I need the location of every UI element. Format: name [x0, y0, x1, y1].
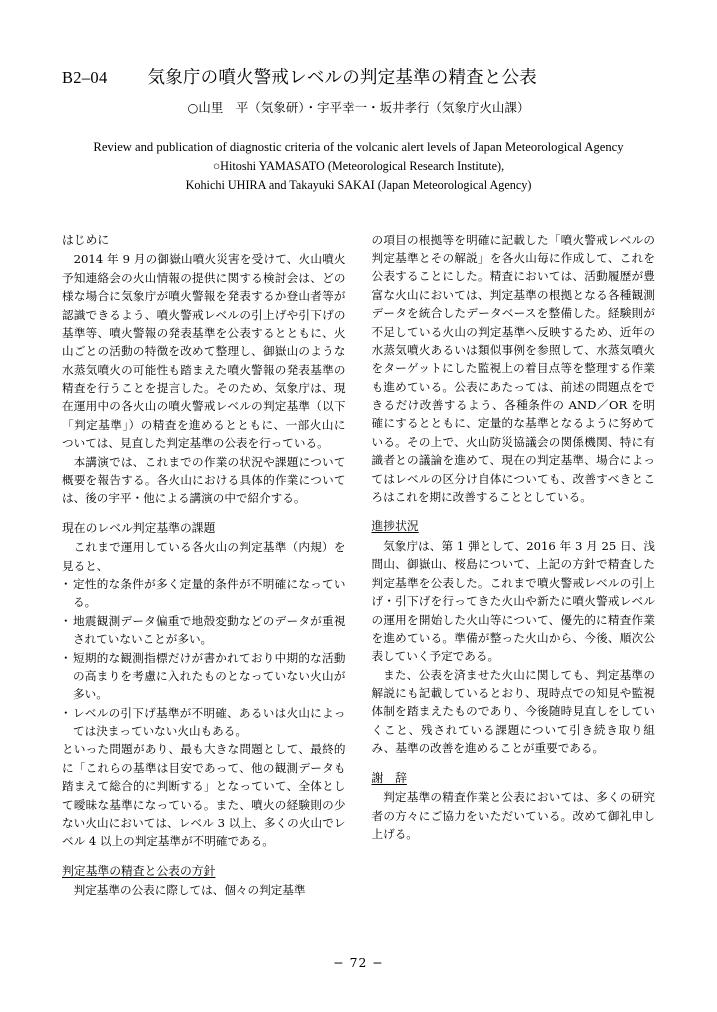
authors-japanese: ○山里 平（気象研）・宇平幸一・坂井孝行（気象庁火山課）	[187, 100, 530, 115]
paragraph-issues-lead: これまで運用している各火山の判定基準（内規）を見ると、	[62, 540, 346, 573]
section-heading-introduction: はじめに	[62, 232, 110, 247]
paragraph-policy-1: 判定基準の公表に際しては、個々の判定基準	[73, 883, 306, 898]
issues-bullet-list	[62, 575, 346, 740]
right-column	[372, 231, 656, 900]
paragraph-issues-summary: といった問題があり、最も大きな問題として、最終的に「これらの基準は目安であって、他の観測データも踏まえて総合的に判断する」となっていて、全体として曖昧な基準になっている。また、噴火の経験則の少ない火山においては、レベル 3 以上、多くの火山でレベル 4 以上の判定基準が不明確である。	[62, 742, 346, 849]
body-columns	[62, 231, 655, 900]
section-heading-policy: 判定基準の精査と公表の方針	[62, 863, 216, 878]
paper-header	[62, 0, 655, 195]
section-spacer	[372, 758, 656, 769]
section-heading-acknowledgements: 謝 辞	[371, 770, 407, 785]
paragraph-acknowledgements: 判定基準の精査作業と公表においては、多くの研究者の方々にご協力をいただいている。改めて御礼申し上げる。	[371, 790, 655, 841]
section-heading-progress: 進捗状況	[371, 519, 419, 534]
list-item: ・ 短期的な観測指標だけが書かれており中期的な活動の高まりを考慮に入れたものとなっていない火山が多い。	[62, 649, 346, 704]
paragraph-progress-2: また、公表を済ませた火山に関しても、判定基準の解説にも記載しているとおり、現時点での知見や監視体制を踏まえたものであり、今後随時見直しをしていくこと、残されている課題について引き続き取り組み、基準の改善を進めることが重要である。	[371, 667, 655, 756]
page-number: − 72 −	[333, 955, 384, 970]
authors-english-line2: Kohichi UHIRA and Takayuki SAKAI (Japan Meteorological Agency)	[185, 177, 532, 192]
section-spacer	[62, 851, 346, 862]
paragraph-progress-1: 気象庁は、第 1 弾として、2016 年 3 月 25 日、浅間山、御嶽山、桜島について、上記の方針で精査した判定基準を公表した。これまで噴火警戒レベルの引上げ・引下げを行ってきた火山や新たに噴火警戒レベルの運用を開始した火山等について、優先的に精査作業を進めている。準備が整った火山から、今後、順次公表していく予定である。	[371, 539, 655, 664]
page-title: 気象庁の噴火警戒レベルの判定基準の精査と公表	[147, 68, 537, 88]
section-heading-current-issues: 現在のレベル判定基準の課題	[62, 520, 216, 535]
paragraph-intro-1: 2014 年 9 月の御嶽山噴火災害を受けて、火山噴火予知連絡会の火山情報の提供に関する検討会は、どの様な場合に気象庁が噴火警報を発表するか登山者等が認識できるよう、噴火警戒レベルの引上げや引下げの基準等、噴火警報の発表基準を公表するとともに、火山ごとの活動の特徴を改めて整理し、御嶽山のような水蒸気噴火の可能性も踏まえた噴火警報の発表基準の精査を行うことを提言した。そのため、気象庁は、現在運用中の各火山の噴火警戒レベルの判定基準（以下「判定基準」）の精査を進めるとともに、一部火山については、見直した判定基準の公表を行っている。	[62, 252, 346, 451]
section-spacer	[372, 506, 656, 517]
title-row	[62, 64, 655, 89]
paragraph-policy-continued: の項目の根拠等を明確に記載した「噴火警戒レベルの判定基準とその解説」を各火山毎に作成して、これを公表することにした。精査においては、活動履歴が豊富な火山においては、判定基準の根拠となる各種観測データを統合したデータベースを整備した。経験則が不足している火山の判定基準へ反映するため、近年の水蒸気噴火あるいは類似事例を参照して、水蒸気噴火をターゲットにした監視上の着目点等を整理する作業も進めている。公表にあたっては、前述の問題点をできるだけ改善するよう、各種条件の AND／OR を明確にするとともに、定量的な基準となるように努めている。その上で、火山防災協議会の関係機関、特に有識者との議論を進めて、現在の判定基準、場合によってはレベルの区分け自体についても、改善すべきところはこれを期に改善することとしている。	[371, 232, 655, 504]
paragraph-intro-2: 本講演では、これまでの作業の状況や課題について概要を報告する。各火山における具体的作業については、後の宇平・他による講演の中で紹介する。	[62, 454, 346, 506]
list-item: ・ レベルの引下げ基準が不明確、あるいは火山によっては決まっていない火山もある。	[62, 704, 346, 741]
list-item: ・ 定性的な条件が多く定量的条件が不明確になっている。	[62, 575, 346, 612]
title-english: Review and publication of diagnostic criteria of the volcanic alert levels of Japan Meteorological Agency	[93, 140, 624, 154]
left-column	[62, 231, 346, 900]
paper-id: B2–04	[62, 68, 108, 87]
list-item: ・ 地震観測データ偏重で地殻変動などのデータが重視されていないことが多い。	[62, 612, 346, 649]
authors-english-line1: ○Hitoshi YAMASATO (Meteorological Research Institute),	[212, 158, 505, 173]
section-spacer	[62, 508, 346, 519]
